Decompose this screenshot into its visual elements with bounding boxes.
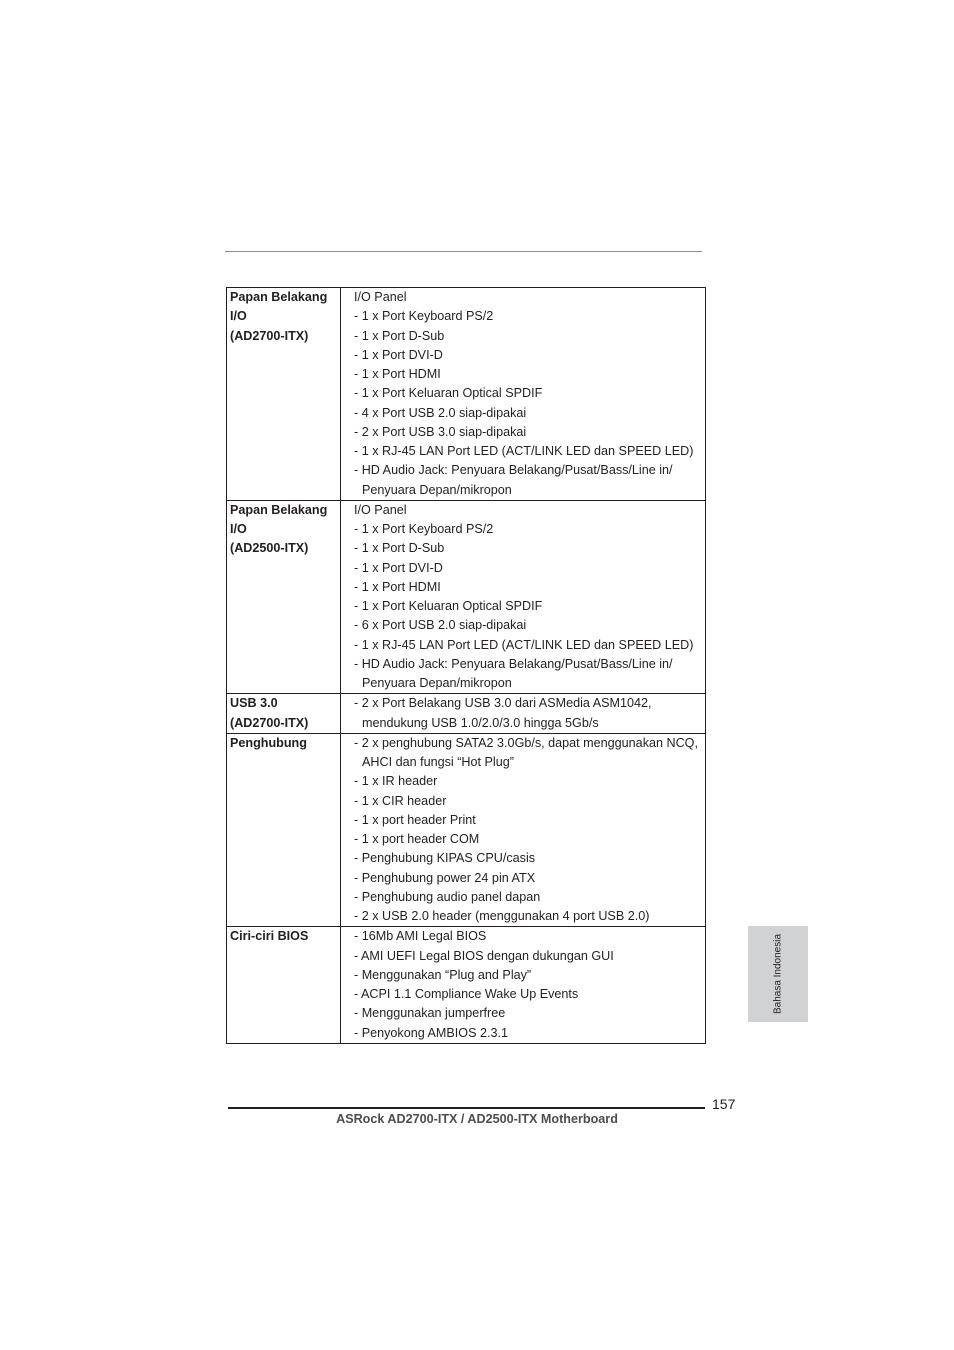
spec-value-line: - 2 x USB 2.0 header (menggunakan 4 port USB 2.0) bbox=[354, 909, 650, 923]
footer-title: ASRock AD2700-ITX / AD2500-ITX Motherboard bbox=[336, 1112, 618, 1126]
spec-label-cell bbox=[227, 927, 341, 1044]
spec-value-line: I/O Panel bbox=[354, 502, 407, 517]
spec-label-line: (AD2500-ITX) bbox=[230, 541, 309, 556]
spec-value-line: - 1 x RJ-45 LAN Port LED (ACT/LINK LED dan SPEED LED) bbox=[354, 444, 694, 458]
spec-label-line: (AD2700-ITX) bbox=[230, 715, 309, 730]
spec-value-line: - Penghubung KIPAS CPU/casis bbox=[354, 851, 536, 866]
spec-value-line: - 1 x Port DVI-D bbox=[354, 560, 443, 575]
spec-value-line: AHCI dan fungsi “Hot Plug” bbox=[362, 755, 514, 769]
spec-value-line: - 1 x Port DVI-D bbox=[354, 347, 443, 362]
page-number: 157 bbox=[712, 1096, 736, 1112]
spec-label-line: USB 3.0 bbox=[230, 696, 278, 711]
spec-row bbox=[227, 288, 706, 501]
spec-value-line: - HD Audio Jack: Penyuara Belakang/Pusat/Bass/Line in/ bbox=[354, 656, 673, 671]
spec-value-line: - 2 x Port USB 3.0 siap-dipakai bbox=[354, 424, 527, 439]
spec-value-cell bbox=[341, 500, 706, 694]
spec-label-cell bbox=[227, 500, 341, 694]
spec-label-cell bbox=[227, 694, 341, 734]
spec-value-line: - 1 x Port D-Sub bbox=[354, 541, 445, 556]
spec-value-line: Penyuara Depan/mikropon bbox=[362, 482, 512, 497]
spec-value-line: - Penghubung power 24 pin ATX bbox=[354, 870, 536, 885]
spec-value-line: - 1 x Port Keluaran Optical SPDIF bbox=[354, 386, 543, 401]
footer-rule bbox=[228, 1107, 705, 1109]
spec-value-cell bbox=[341, 733, 706, 927]
language-side-tab-label: Bahasa Indonesia bbox=[772, 933, 784, 1015]
spec-value-line: - 1 x port header COM bbox=[354, 832, 480, 846]
spec-value-line: - 1 x RJ-45 LAN Port LED (ACT/LINK LED dan SPEED LED) bbox=[354, 637, 694, 652]
spec-value-line: I/O Panel bbox=[354, 290, 407, 304]
spec-row bbox=[227, 733, 706, 927]
spec-row bbox=[227, 694, 706, 734]
spec-value-line: - 1 x Port HDMI bbox=[354, 579, 441, 594]
spec-value-line: - 1 x CIR header bbox=[354, 793, 447, 808]
spec-value-line: Penyuara Depan/mikropon bbox=[362, 676, 512, 690]
spec-value-line: - 6 x Port USB 2.0 siap-dipakai bbox=[354, 618, 527, 633]
spec-value-line: - 1 x port header Print bbox=[354, 812, 476, 827]
spec-row bbox=[227, 927, 706, 1044]
spec-label-line: Papan Belakang bbox=[230, 290, 328, 304]
spec-value-cell bbox=[341, 927, 706, 1044]
spec-value-line: - 1 x Port D-Sub bbox=[354, 328, 445, 343]
spec-value-line: - Penyokong AMBIOS 2.3.1 bbox=[354, 1025, 509, 1040]
spec-label-cell bbox=[227, 733, 341, 927]
spec-value-line: - 1 x Port Keyboard PS/2 bbox=[354, 309, 494, 324]
spec-value-line: - 16Mb AMI Legal BIOS bbox=[354, 929, 487, 944]
spec-value-line: - 4 x Port USB 2.0 siap-dipakai bbox=[354, 405, 527, 420]
spec-label-line: Penghubung bbox=[230, 735, 307, 750]
spec-value-line: - AMI UEFI Legal BIOS dengan dukungan GUI bbox=[354, 948, 614, 963]
spec-value-line: - 1 x IR header bbox=[354, 774, 438, 789]
spec-value-line: - 1 x Port Keluaran Optical SPDIF bbox=[354, 599, 543, 613]
spec-label-cell bbox=[227, 288, 341, 501]
spec-row bbox=[227, 500, 706, 694]
spec-label-line: I/O bbox=[230, 522, 247, 536]
spec-value-cell bbox=[341, 288, 706, 501]
spec-value-line: - ACPI 1.1 Compliance Wake Up Events bbox=[354, 987, 579, 1001]
spec-label-line: Ciri-ciri BIOS bbox=[230, 929, 309, 944]
spec-label-line: (AD2700-ITX) bbox=[230, 328, 309, 343]
language-side-tab bbox=[748, 926, 808, 1022]
spec-value-cell bbox=[341, 694, 706, 734]
spec-value-line: - HD Audio Jack: Penyuara Belakang/Pusat/Bass/Line in/ bbox=[354, 463, 673, 478]
spec-value-line: - Penghubung audio panel dapan bbox=[354, 889, 541, 904]
spec-value-line: mendukung USB 1.0/2.0/3.0 hingga 5Gb/s bbox=[362, 715, 599, 730]
spec-value-line: - Menggunakan jumperfree bbox=[354, 1006, 506, 1021]
spec-table bbox=[226, 287, 706, 1044]
spec-value-line: - 1 x Port Keyboard PS/2 bbox=[354, 522, 494, 536]
spec-label-line: Papan Belakang bbox=[230, 502, 328, 517]
top-rule bbox=[225, 251, 702, 252]
spec-value-line: - 1 x Port HDMI bbox=[354, 367, 441, 381]
spec-value-line: - 2 x penghubung SATA2 3.0Gb/s, dapat menggunakan NCQ, bbox=[354, 735, 698, 750]
spec-label-line: I/O bbox=[230, 309, 247, 324]
spec-value-line: - 2 x Port Belakang USB 3.0 dari ASMedia ASM1042, bbox=[354, 696, 652, 711]
spec-value-line: - Menggunakan “Plug and Play” bbox=[354, 967, 532, 982]
